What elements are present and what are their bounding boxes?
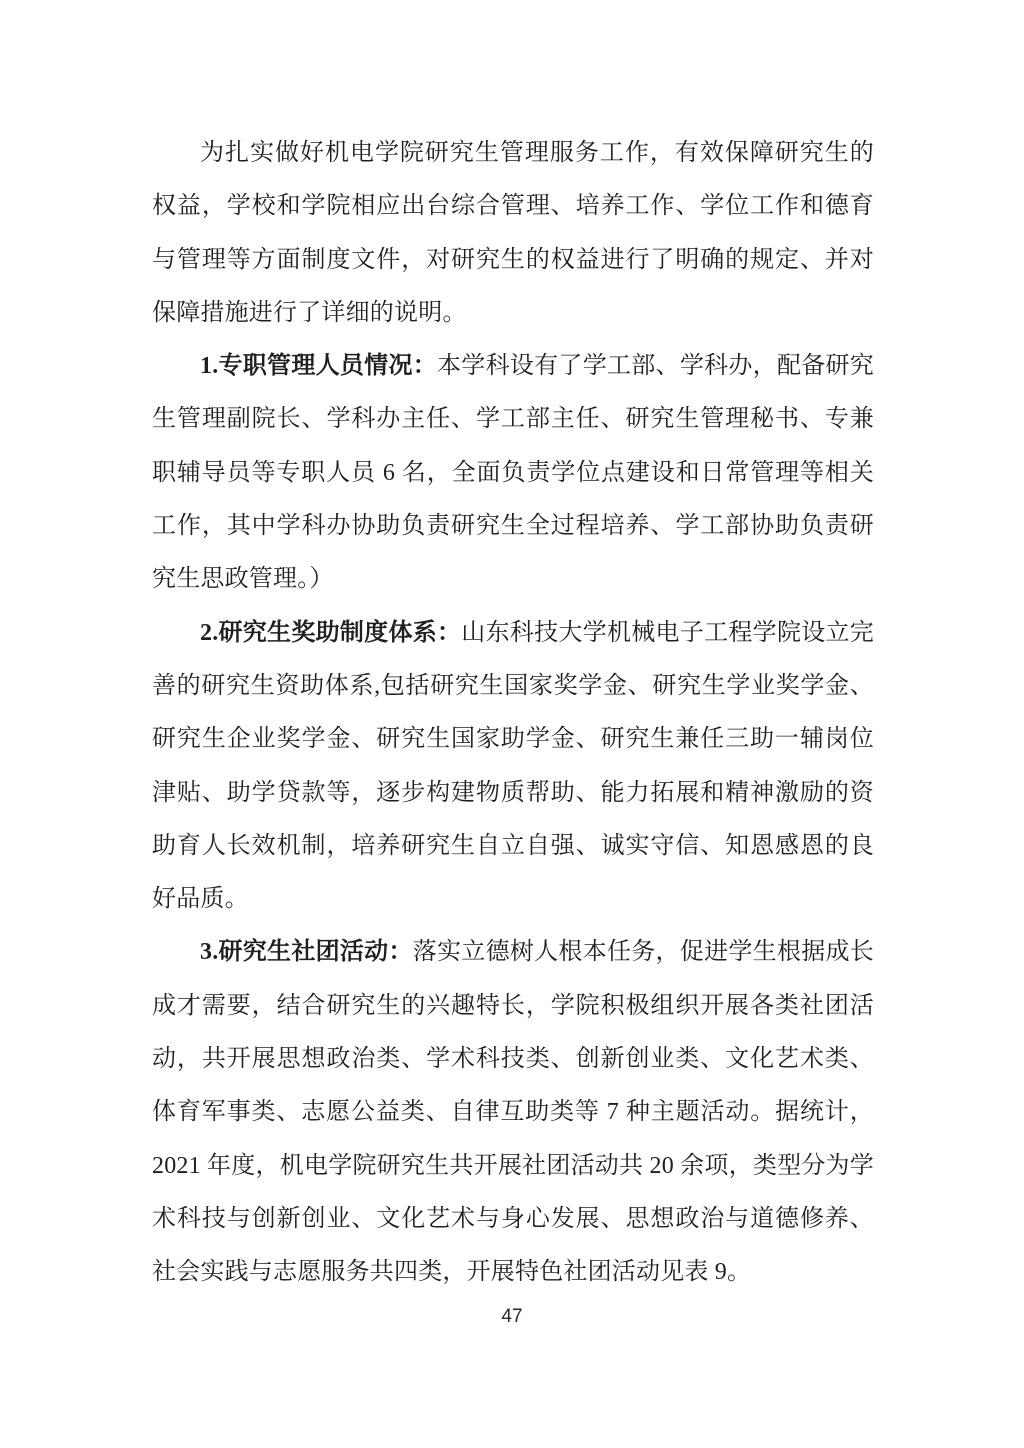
paragraph-text: 落实立德树人根本任务，促进学生根据成长成才需要，结合研究生的兴趣特长，学院积极组织开展各类社团活动，共开展思想政治类、学术科技类、创新创业类、文化艺术类、体育军事类、志愿公益类、自律互助类等 7 种主题活动。据统计，2021 年度，机电学院研究生共开展社团活动共 20 余项，类型分为学术科技与创新创业、文化艺术与身心发展、思想政治与道德修养、社会实践与志愿服务共四类，开展特色社团活动见表 9。 bbox=[152, 939, 874, 1286]
paragraph-scholarship bbox=[152, 607, 874, 927]
paragraph-staff bbox=[152, 340, 874, 606]
paragraph-text: 山东科技大学机械电子工程学院设立完善的研究生资助体系,包括研究生国家奖学金、研究生学业奖学金、研究生企业奖学金、研究生国家助学金、研究生兼任三助一辅岗位津贴、助学贷款等，逐步构建物质帮助、能力拓展和精神激励的资助育人长效机制，培养研究生自立自强、诚实守信、知恩感恩的良好品质。 bbox=[152, 619, 874, 913]
document-body bbox=[152, 127, 874, 1300]
paragraph-activities bbox=[152, 926, 874, 1299]
paragraph-lead: 2.研究生奖助制度体系： bbox=[200, 619, 462, 646]
paragraph-text: 本学科设有了学工部、学科办，配备研究生管理副院长、学科办主任、学工部主任、研究生管理秘书、专兼职辅导员等专职人员 6 名，全面负责学位点建设和日常管理等相关工作，其中学科办协助负责研究生全过程培养、学工部协助负责研究生思政管理。） bbox=[152, 353, 874, 593]
paragraph-intro bbox=[152, 127, 874, 340]
paragraph-lead: 3.研究生社团活动： bbox=[200, 939, 413, 966]
paragraph-text: 为扎实做好机电学院研究生管理服务工作，有效保障研究生的权益，学校和学院相应出台综合管理、培养工作、学位工作和德育与管理等方面制度文件，对研究生的权益进行了明确的规定、并对保障措施进行了详细的说明。 bbox=[152, 140, 874, 326]
paragraph-lead: 1.专职管理人员情况： bbox=[200, 353, 438, 380]
page-number: 47 bbox=[501, 1306, 523, 1327]
